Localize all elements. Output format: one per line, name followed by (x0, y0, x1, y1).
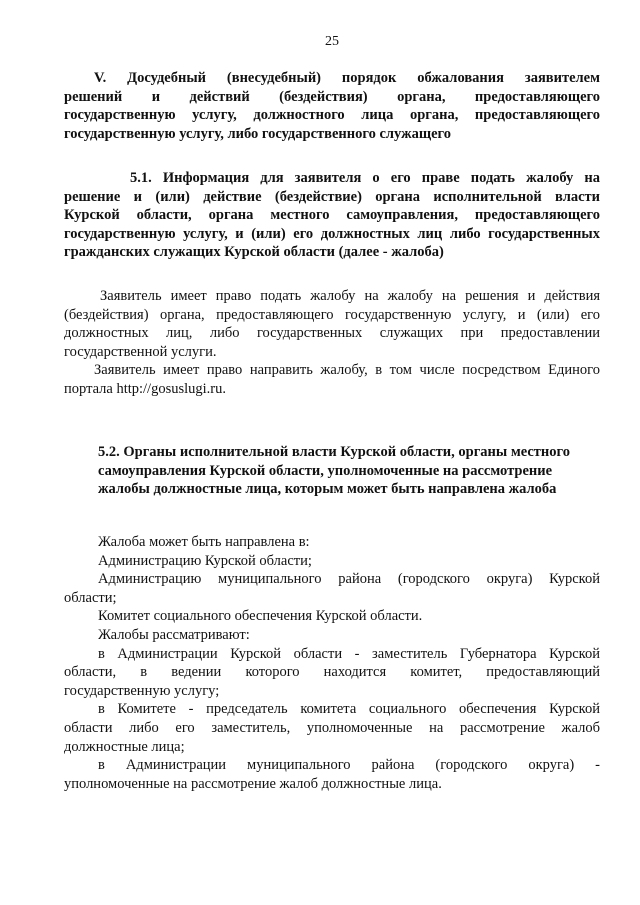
paragraph-portal (64, 361, 600, 398)
heading-line: государственную услугу, и (или) его должностных лиц либо государственных (64, 225, 600, 242)
heading-line: 5.2. Органы исполнительной власти Курской области, органы местного (98, 444, 570, 460)
list-line: Администрацию Курской области; (98, 552, 312, 569)
list-line: государственную услугу; (64, 682, 220, 699)
list-line: области; (64, 589, 117, 606)
list-line: в Комитете - председатель комитета социального обеспечения Курской (98, 701, 600, 718)
list-line: области, в ведении которого находится комитет, предоставляющий (64, 664, 600, 681)
page-number: 25 (325, 34, 339, 49)
list-line: в Администрации муниципального района (городского округа) - (98, 757, 600, 774)
paragraph-line: портала http://gosuslugi.ru. (64, 380, 227, 397)
list-line: уполномоченные на рассмотрение жалоб должностные лица. (64, 775, 442, 792)
list-line: Администрацию муниципального района (городского округа) Курской (98, 571, 600, 588)
section-5-1-heading (64, 169, 600, 262)
list-line: Жалобы рассматривают: (98, 626, 250, 643)
heading-line: решение и (или) действие (бездействие) органа исполнительной власти (64, 188, 600, 205)
list-line: в Администрации Курской области - заместитель Губернатора Курской (98, 645, 600, 662)
complaint-recipients-list (64, 533, 600, 793)
paragraph-right-to-complain (64, 287, 600, 361)
list-line: Комитет социального обеспечения Курской области. (98, 608, 423, 625)
paragraph-line: Заявитель имеет право направить жалобу, в том числе посредством Единого (94, 362, 600, 378)
list-line: Жалоба может быть направлена в: (98, 534, 310, 550)
section-5-2-heading (64, 443, 600, 499)
heading-line: жалобы должностные лица, которым может быть направлена жалоба (98, 481, 557, 498)
section-v-heading (64, 69, 600, 143)
heading-line: государственную услугу, либо государственного служащего (64, 125, 452, 142)
paragraph-line: государственной услуги. (64, 343, 217, 360)
paragraph-line: Заявитель имеет право подать жалобу на жалобу на решения и действия (100, 288, 600, 304)
list-line: должностные лица; (64, 738, 185, 755)
paragraph-line: (бездействия) органа, предоставляющего государственную услугу, и (или) его (64, 306, 600, 323)
list-line: области либо его заместитель, уполномоченные на рассмотрение жалоб (64, 719, 600, 736)
heading-line: гражданских служащих Курской области (далее - жалоба) (64, 244, 444, 261)
heading-line: Курской области, органа местного самоуправления, предоставляющего (64, 207, 600, 224)
paragraph-line: должностных лиц, либо государственных служащих при предоставлении (64, 325, 600, 342)
heading-line: 5.1. Информация для заявителя о его праве подать жалобу на (130, 170, 600, 186)
heading-line: решений и действий (бездействия) органа, предоставляющего (64, 88, 600, 105)
heading-line: самоуправления Курской области, уполномоченные на рассмотрение (98, 462, 553, 479)
heading-line: государственную услугу, должностного лица органа, предоставляющего (64, 107, 600, 124)
heading-line: V. Досудебный (внесудебный) порядок обжалования заявителем (94, 70, 600, 86)
